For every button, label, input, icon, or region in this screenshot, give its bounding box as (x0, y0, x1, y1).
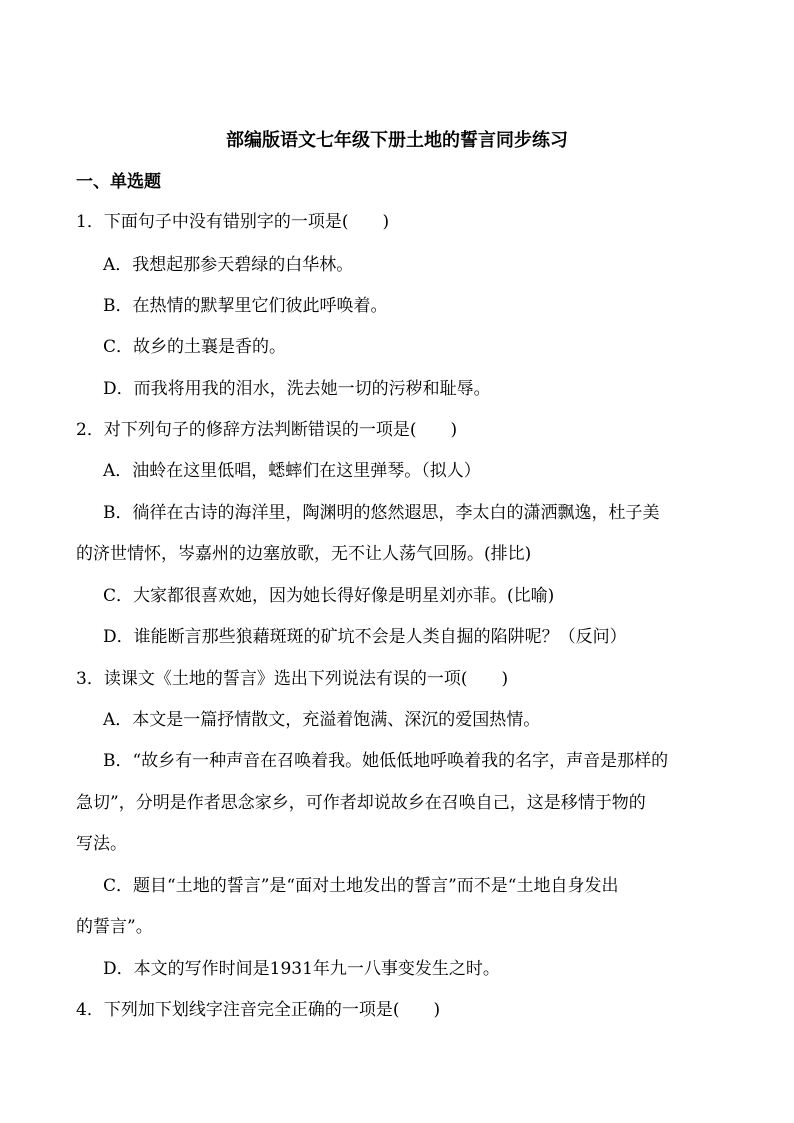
question-4-stem: 4．下列加下划线字注音完全正确的一项是( ) (76, 1000, 441, 1020)
question-2-stem: 2．对下列句子的修辞方法判断错误的一项是( ) (76, 420, 458, 440)
question-1-option-d: D．而我将用我的泪水，洗去她一切的污秽和耻辱。 (103, 379, 491, 399)
question-3-option-c-continued: 的誓言”。 (76, 917, 153, 937)
question-2-option-b-continued: 的济世情怀，岑嘉州的边塞放歌，无不让人荡气回肠。(排比) (76, 544, 532, 564)
question-1-option-b: B．在热情的默挈里它们彼此呼唤着。 (103, 296, 388, 316)
question-3-option-b-continued-2: 写法。 (76, 834, 127, 854)
question-3-option-b-continued-1: 急切”，分明是作者思念家乡，可作者却说故乡在召唤自己，这是移情于物的 (76, 793, 646, 813)
question-2-option-d: D．谁能断言那些狼藉斑斑的矿坑不会是人类自掘的陷阱呢？（反问） (103, 627, 627, 647)
question-1-stem: 1．下面句子中没有错别字的一项是( ) (76, 212, 390, 232)
question-2-option-a: A．油蛉在这里低唱，蟋蟀们在这里弹琴。（拟人） (103, 461, 481, 481)
question-3-option-a: A．本文是一篇抒情散文，充溢着饱满、深沉的爱国热情。 (103, 710, 541, 730)
question-2-option-b: B．徜徉在古诗的海洋里，陶渊明的悠然遐思，李太白的潇洒飘逸，杜子美 (103, 503, 660, 523)
question-3-option-c: C．题目“土地的誓言”是“面对土地发出的誓言”而不是“土地自身发出 (103, 876, 619, 896)
question-3-stem: 3．读课文《土地的誓言》选出下列说法有误的一项( ) (76, 669, 509, 689)
question-2-option-c: C．大家都很喜欢她，因为她长得好像是明星刘亦菲。(比喻) (103, 586, 555, 606)
question-3-option-d: D．本文的写作时间是1931年九一八事变发生之时。 (103, 959, 500, 979)
question-1-option-a: A．我想起那参天碧绿的白华林。 (103, 255, 354, 275)
section-heading: 一、单选题 (76, 172, 161, 192)
question-3-option-b: B．“故乡有一种声音在召唤着我。她低低地呼唤着我的名字，声音是那样的 (103, 751, 669, 771)
question-1-option-c: C．故乡的土襄是香的。 (103, 337, 287, 357)
page-title: 部编版语文七年级下册土地的誓言同步练习 (226, 130, 568, 151)
